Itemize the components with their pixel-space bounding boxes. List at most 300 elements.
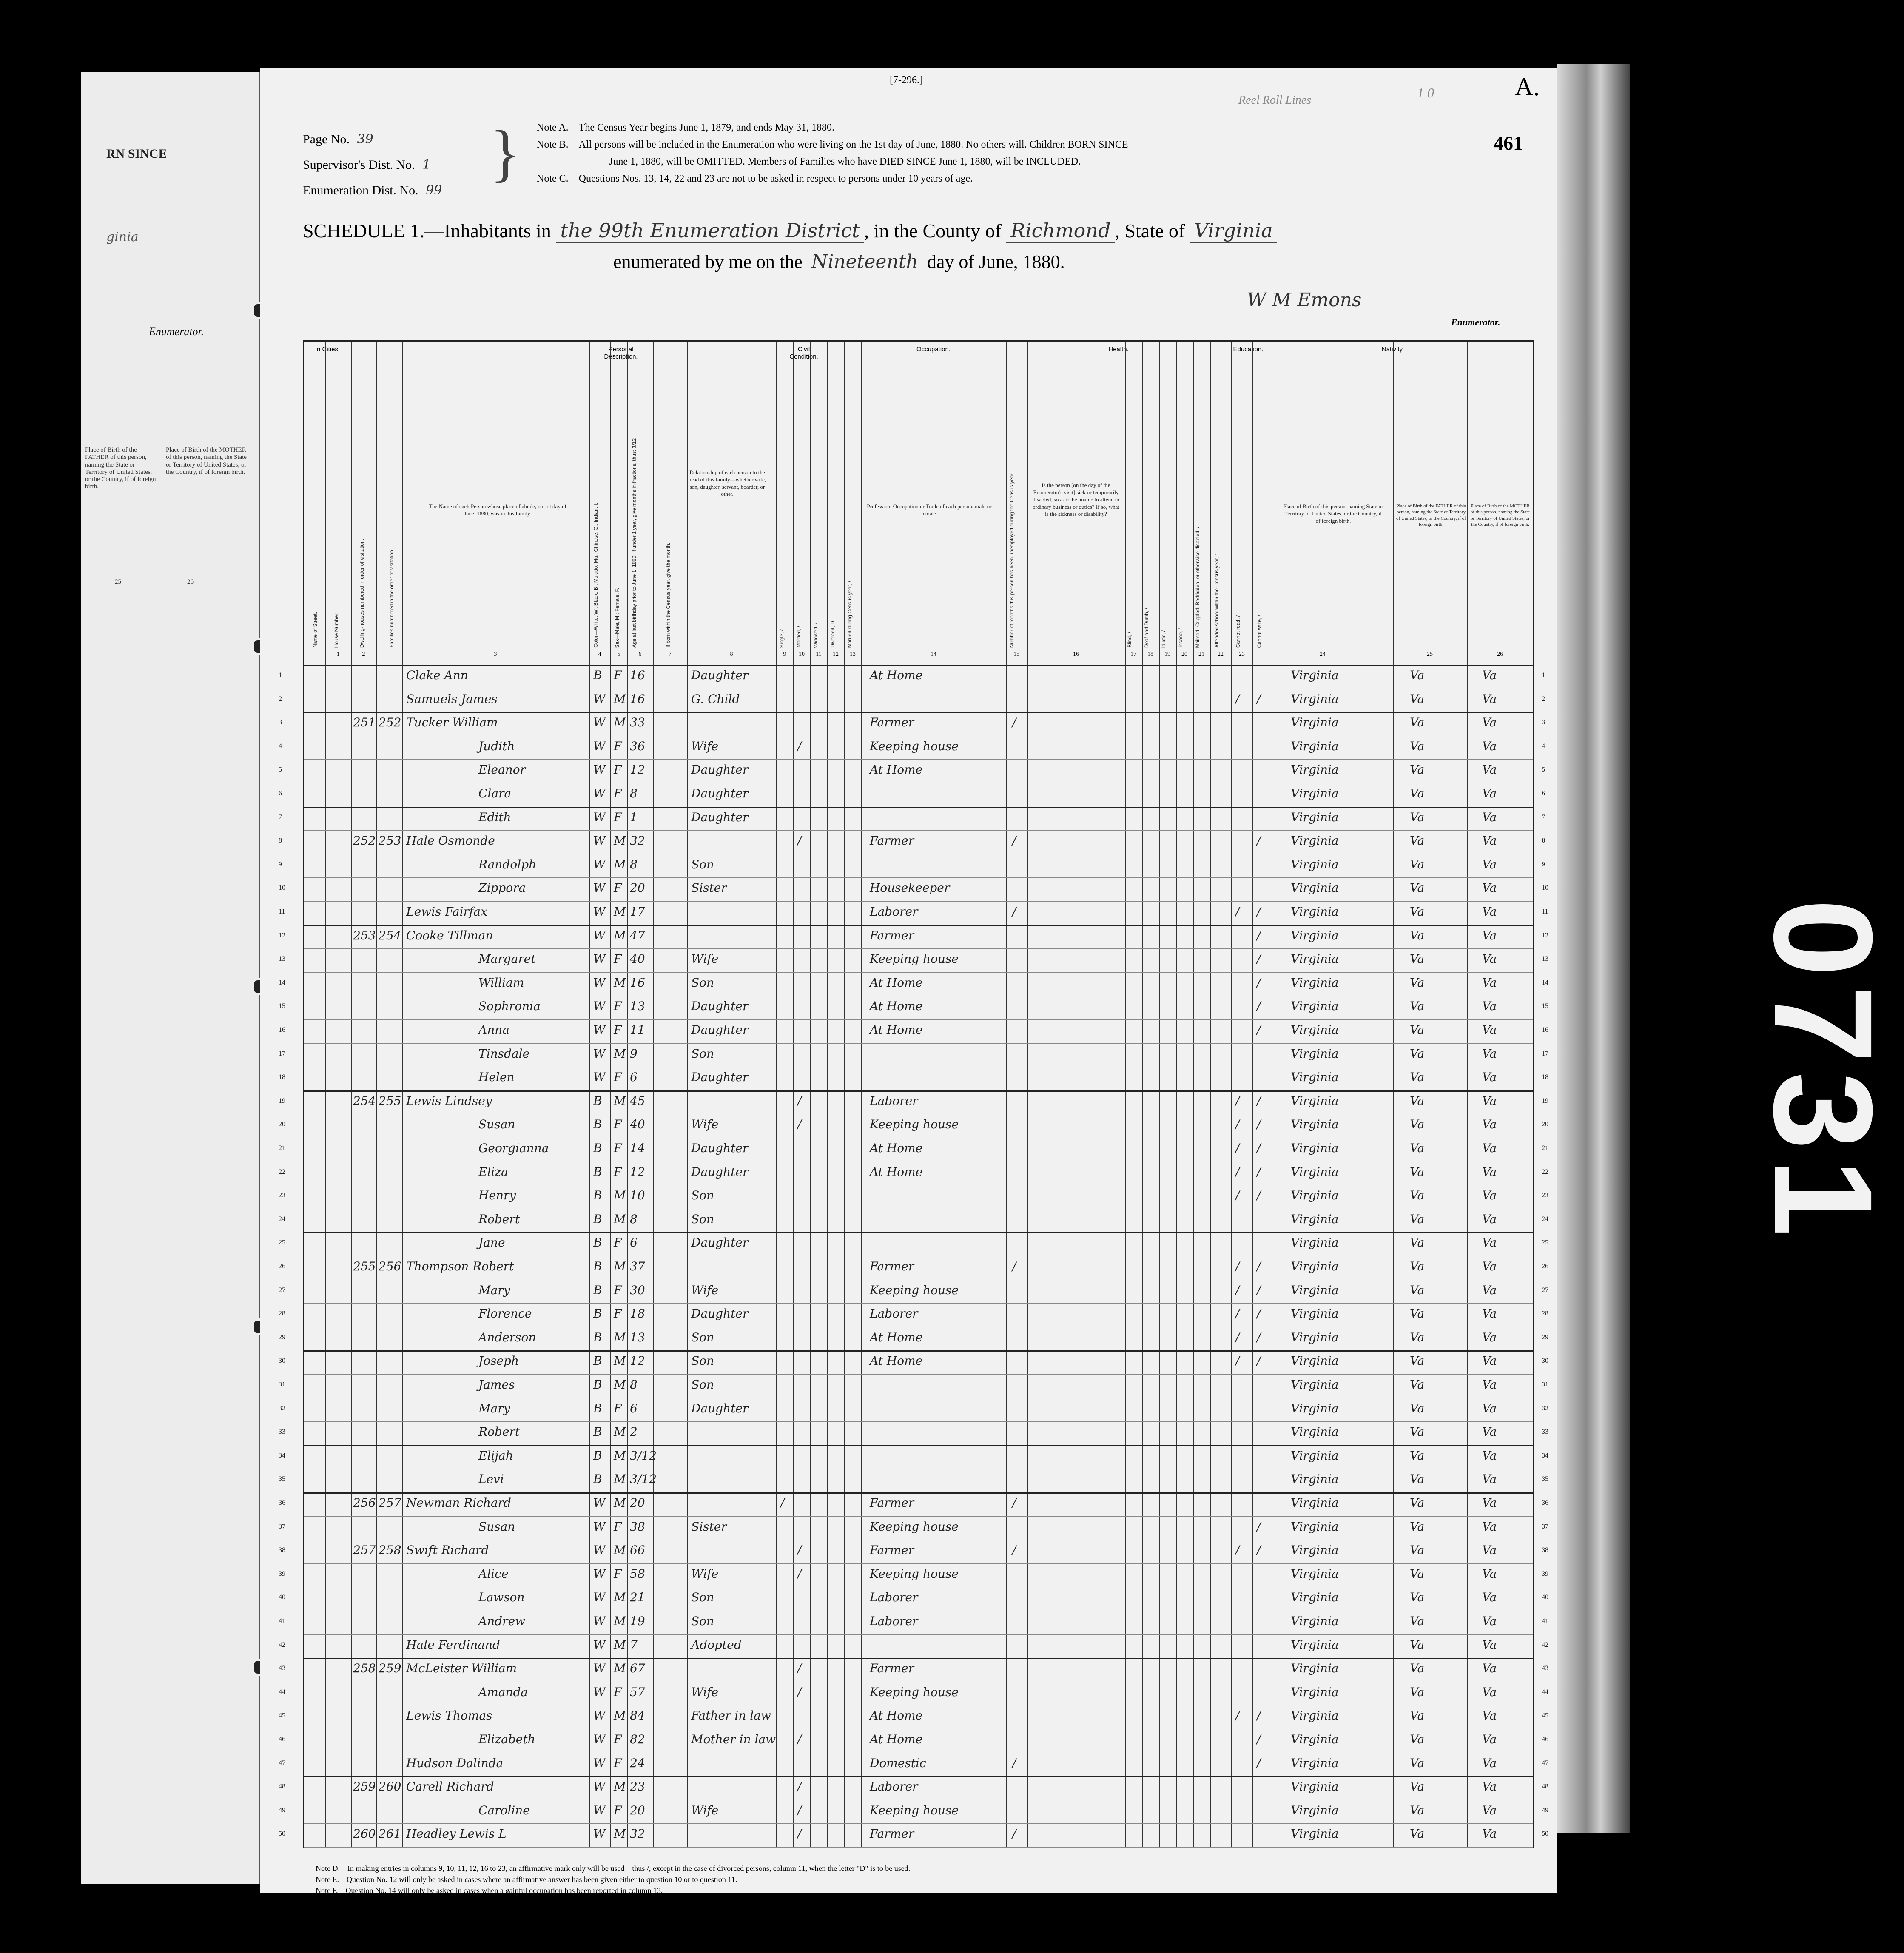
line-number: 43 [279, 1665, 285, 1672]
cannot-write-mark: / [1257, 1164, 1261, 1179]
months-unemployed: / [1012, 715, 1016, 730]
occupation: Laborer [870, 1307, 918, 1321]
relationship: Adopted [691, 1637, 742, 1652]
supervisor-field [303, 157, 430, 172]
table-row [279, 1067, 1548, 1092]
color: W [593, 1543, 606, 1557]
relationship: Wife [691, 1685, 719, 1699]
header-sick: Is the person [on the day of the Enumerator's visit] sick or temporarily disabled, so as to be unable to attend to ordinary business or duties? If so, what is the sickness or disability? [1033, 482, 1119, 517]
father-birthplace: Va [1410, 1708, 1425, 1723]
left-col-25-header: Place of Birth of the FATHER of this person, naming the State or Territory of United States, or the Country, if of foreign birth. [85, 447, 156, 490]
birthplace: Virginia [1291, 1519, 1339, 1534]
table-row [279, 1209, 1548, 1234]
line-number: 15 [279, 1002, 285, 1010]
table-row [279, 996, 1548, 1020]
mother-birthplace: Va [1482, 1283, 1497, 1297]
cannot-write-mark: / [1257, 952, 1261, 966]
relationship: Father in law [691, 1708, 771, 1723]
column-number: 1 [336, 651, 340, 658]
sex: F [614, 1141, 622, 1155]
person-name: Eliza [478, 1164, 508, 1179]
mother-birthplace: Va [1482, 786, 1497, 800]
birthplace: Virginia [1291, 952, 1339, 966]
cannot-write-mark: / [1257, 928, 1261, 942]
enumeration-date-line [613, 251, 1065, 273]
dwelling-number: 251 [353, 715, 376, 730]
birthplace: Virginia [1291, 1637, 1339, 1652]
occupation: At Home [870, 975, 923, 990]
age: 13 [630, 1330, 645, 1344]
line-number: 17 [279, 1050, 285, 1057]
mother-birthplace: Va [1482, 1827, 1497, 1841]
months-unemployed: / [1012, 834, 1016, 848]
cannot-write-mark: / [1257, 1283, 1261, 1297]
married-mark: / [797, 1779, 802, 1794]
line-number-right: 30 [1542, 1357, 1548, 1365]
line-number-right: 9 [1542, 860, 1545, 868]
line-number: 19 [279, 1097, 285, 1105]
birthplace: Virginia [1291, 1448, 1339, 1463]
age: 12 [630, 1164, 645, 1179]
father-birthplace: Va [1410, 1803, 1425, 1817]
father-birthplace: Va [1410, 834, 1425, 848]
color: W [593, 1637, 606, 1652]
table-row [279, 1114, 1548, 1138]
line-number-right: 22 [1542, 1168, 1548, 1176]
line-number: 37 [279, 1523, 285, 1530]
color: W [593, 1023, 606, 1037]
age: 19 [630, 1614, 645, 1628]
occupation: At Home [870, 1023, 923, 1037]
cannot-write-mark: / [1257, 1756, 1261, 1770]
line-number: 5 [279, 766, 282, 774]
sex: F [614, 1023, 622, 1037]
cannot-write-mark: / [1257, 1188, 1261, 1203]
line-number-right: 3 [1542, 719, 1545, 726]
relationship: Daughter [691, 1401, 749, 1415]
color: W [593, 715, 606, 730]
age: 45 [630, 1093, 645, 1108]
cannot-write-mark: / [1257, 1117, 1261, 1132]
birthplace: Virginia [1291, 1070, 1339, 1085]
married-mark: / [797, 1117, 802, 1132]
birthplace: Virginia [1291, 1708, 1339, 1723]
person-name: Zippora [478, 881, 526, 895]
birthplace: Virginia [1291, 1685, 1339, 1699]
person-name: Newman Richard [406, 1496, 511, 1510]
age: 8 [630, 1378, 638, 1392]
bottom-notes [316, 1863, 1506, 1907]
line-number-right: 38 [1542, 1546, 1548, 1554]
father-birthplace: Va [1410, 1543, 1425, 1557]
column-number: 22 [1218, 651, 1224, 658]
father-birthplace: Va [1410, 1637, 1425, 1652]
relationship: Wife [691, 1283, 719, 1297]
supervisor-label: Supervisor's Dist. No. [303, 158, 415, 172]
occupation: At Home [870, 1164, 923, 1179]
birthplace: Virginia [1291, 1496, 1339, 1510]
age: 3/12 [630, 1472, 657, 1486]
mother-birthplace: Va [1482, 1543, 1497, 1557]
color: W [593, 928, 606, 942]
mother-birthplace: Va [1482, 1756, 1497, 1770]
cannot-read-mark: / [1235, 1283, 1240, 1297]
table-row [279, 1090, 1548, 1115]
line-number-right: 32 [1542, 1404, 1548, 1412]
header-families: Families numbered in the order of visitation. [389, 549, 395, 648]
age: 10 [630, 1188, 645, 1203]
left-page-state: ginia [106, 230, 139, 245]
occupation: Keeping house [870, 1519, 959, 1534]
header-divorced: Divorced, D. [830, 619, 836, 648]
father-birthplace: Va [1410, 810, 1425, 824]
relationship: Daughter [691, 1164, 749, 1179]
cannot-write-mark: / [1257, 1519, 1261, 1534]
column-number: 6 [638, 651, 642, 658]
occupation: At Home [870, 1732, 923, 1746]
mother-birthplace: Va [1482, 1661, 1497, 1676]
person-name: Sophronia [478, 999, 541, 1014]
line-number-right: 16 [1542, 1026, 1548, 1033]
birthplace: Virginia [1291, 1354, 1339, 1368]
relationship: Daughter [691, 1070, 749, 1085]
mother-birthplace: Va [1482, 1046, 1497, 1061]
sex: M [614, 1425, 626, 1439]
line-number-right: 11 [1542, 908, 1548, 915]
months-unemployed: / [1012, 1756, 1016, 1770]
occupation: Keeping house [870, 952, 959, 966]
relationship: Son [691, 975, 714, 990]
family-number: 257 [379, 1496, 401, 1510]
dwelling-number: 253 [353, 928, 376, 942]
line-number-right: 26 [1542, 1263, 1548, 1270]
mother-birthplace: Va [1482, 1708, 1497, 1723]
birthplace: Virginia [1291, 881, 1339, 895]
header-attended-school: Attended school within the Census year, / [1214, 554, 1220, 648]
dwelling-number: 255 [353, 1259, 376, 1273]
relationship: Daughter [691, 668, 749, 682]
table-row [279, 1634, 1548, 1660]
line-number: 18 [279, 1073, 285, 1081]
birthplace: Virginia [1291, 1543, 1339, 1557]
cannot-write-mark: / [1257, 975, 1261, 990]
line-number-right: 42 [1542, 1641, 1548, 1648]
person-name: Randolph [478, 857, 537, 871]
person-name: Hale Ferdinand [406, 1637, 500, 1652]
months-unemployed: / [1012, 1496, 1016, 1510]
age: 30 [630, 1283, 645, 1297]
person-name: Georgianna [478, 1141, 549, 1155]
cannot-read-mark: / [1235, 1117, 1240, 1132]
line-number-right: 45 [1542, 1712, 1548, 1720]
form-code: [7-296.] [890, 74, 923, 85]
single-mark: / [780, 1496, 785, 1510]
age: 24 [630, 1756, 645, 1770]
person-name: Andrew [478, 1614, 526, 1628]
mother-birthplace: Va [1482, 1093, 1497, 1108]
age: 32 [630, 1827, 645, 1841]
birthplace: Virginia [1291, 1236, 1339, 1250]
line-number-right: 13 [1542, 955, 1548, 963]
mother-birthplace: Va [1482, 1236, 1497, 1250]
header-married-year: Married during Census year, / [847, 581, 853, 648]
father-birthplace: Va [1410, 1188, 1425, 1203]
line-number-right: 36 [1542, 1499, 1548, 1506]
table-row [279, 1398, 1548, 1422]
line-number: 3 [279, 719, 282, 726]
occupation: At Home [870, 763, 923, 777]
mother-birthplace: Va [1482, 834, 1497, 848]
father-birthplace: Va [1410, 692, 1425, 706]
age: 58 [630, 1566, 645, 1581]
birthplace: Virginia [1291, 1093, 1339, 1108]
age: 47 [630, 928, 645, 942]
color: W [593, 905, 606, 919]
line-number: 24 [279, 1215, 285, 1223]
birthplace: Virginia [1291, 1330, 1339, 1344]
line-number: 20 [279, 1121, 285, 1128]
table-row [279, 1043, 1548, 1068]
birthplace: Virginia [1291, 1614, 1339, 1628]
header-maimed: Maimed, Crippled, Bedridden, or otherwise disabled, / [1195, 526, 1201, 648]
person-name: Susan [478, 1519, 515, 1534]
mother-birthplace: Va [1482, 1141, 1497, 1155]
mother-birthplace: Va [1482, 1637, 1497, 1652]
schedule-district: the 99th Enumeration District [556, 219, 864, 243]
header-cannot-write: Cannot write, / [1256, 615, 1262, 648]
header-deaf: Deaf and Dumb, / [1144, 607, 1150, 648]
color: B [593, 1117, 602, 1132]
column-number: 20 [1181, 651, 1187, 658]
group-nativity: Nativity. [1381, 346, 1404, 353]
sex: M [614, 1448, 626, 1463]
age: 11 [630, 1023, 645, 1037]
cannot-read-mark: / [1235, 1259, 1240, 1273]
age: 37 [630, 1259, 645, 1273]
color: W [593, 1566, 606, 1581]
sex: F [614, 1685, 622, 1699]
table-header [304, 342, 1533, 666]
sex: F [614, 1117, 622, 1132]
occupation: Domestic [870, 1756, 926, 1770]
line-number-right: 49 [1542, 1806, 1548, 1814]
line-number: 13 [279, 955, 285, 963]
group-in-cities: In Cities. [315, 346, 340, 353]
mother-birthplace: Va [1482, 1496, 1497, 1510]
column-number: 24 [1320, 651, 1326, 658]
age: 66 [630, 1543, 645, 1557]
birthplace: Virginia [1291, 715, 1339, 730]
table-row [279, 712, 1545, 736]
table-row [279, 1587, 1548, 1611]
table-row [279, 1776, 1548, 1800]
person-name: Tucker William [406, 715, 498, 730]
person-name: Elizabeth [478, 1732, 535, 1746]
father-birthplace: Va [1410, 1093, 1425, 1108]
father-birthplace: Va [1410, 881, 1425, 895]
birthplace: Virginia [1291, 1164, 1339, 1179]
note-b-continued: June 1, 1880, will be OMITTED. Members of Families who have DIED SINCE June 1, 1880, will be INCLUDED. [609, 156, 1081, 167]
person-name: Susan [478, 1117, 515, 1132]
sex: F [614, 1283, 622, 1297]
line-number-right: 12 [1542, 931, 1548, 939]
occupation: Keeping house [870, 1685, 959, 1699]
age: 36 [630, 739, 645, 753]
age: 6 [630, 1070, 638, 1085]
months-unemployed: / [1012, 1543, 1016, 1557]
schedule-county-prefix: , in the County of [864, 220, 1002, 242]
table-row [279, 1729, 1548, 1753]
occupation: Farmer [870, 928, 914, 942]
birthplace: Virginia [1291, 1827, 1339, 1841]
note-g: Note G.—In column 7 an abbreviation in the name of the month may be used, as Jan., Apr., Dec. [316, 1897, 612, 1906]
column-number: 2 [362, 651, 365, 658]
column-number: 9 [783, 651, 786, 658]
sex: M [614, 1708, 626, 1723]
father-birthplace: Va [1410, 1354, 1425, 1368]
color: B [593, 1141, 602, 1155]
table-row [279, 1658, 1548, 1682]
mother-birthplace: Va [1482, 1566, 1497, 1581]
mother-birthplace: Va [1482, 739, 1497, 753]
color: W [593, 1685, 606, 1699]
family-number: 255 [379, 1093, 401, 1108]
father-birthplace: Va [1410, 952, 1425, 966]
birthplace: Virginia [1291, 905, 1339, 919]
line-number: 48 [279, 1783, 285, 1791]
enumerated-prefix: enumerated by me on the [613, 251, 803, 272]
occupation: Laborer [870, 1779, 918, 1794]
line-number: 30 [279, 1357, 285, 1365]
occupation: Keeping house [870, 1283, 959, 1297]
cannot-write-mark: / [1257, 999, 1261, 1014]
mother-birthplace: Va [1482, 1448, 1497, 1463]
line-number-right: 7 [1542, 813, 1545, 821]
table-row [279, 854, 1545, 878]
cannot-read-mark: / [1235, 1708, 1240, 1723]
family-number: 261 [379, 1827, 401, 1841]
married-mark: / [797, 1566, 802, 1581]
line-number-right: 23 [1542, 1192, 1548, 1199]
age: 32 [630, 834, 645, 848]
line-number-right: 48 [1542, 1783, 1548, 1791]
occupation: At Home [870, 1141, 923, 1155]
birthplace: Virginia [1291, 668, 1339, 682]
enumerated-day: Nineteenth [807, 251, 922, 273]
sex: F [614, 1803, 622, 1817]
page-no-label: Page No. [303, 132, 350, 146]
father-birthplace: Va [1410, 1472, 1425, 1486]
birthplace: Virginia [1291, 1141, 1339, 1155]
cannot-read-mark: / [1235, 1093, 1240, 1108]
mother-birthplace: Va [1482, 952, 1497, 966]
relationship: Wife [691, 1566, 719, 1581]
occupation: Farmer [870, 1259, 914, 1273]
corner-letter: A. [1515, 73, 1540, 101]
age: 16 [630, 692, 645, 706]
line-number-right: 25 [1542, 1239, 1548, 1247]
color: W [593, 952, 606, 966]
header-dwelling: Dwelling-houses numbered in order of visitation. [359, 538, 365, 648]
father-birthplace: Va [1410, 739, 1425, 753]
mother-birthplace: Va [1482, 1354, 1497, 1368]
mother-birthplace: Va [1482, 1259, 1497, 1273]
color: B [593, 1401, 602, 1415]
enumerated-suffix: day of June, 1880. [927, 251, 1065, 272]
age: 82 [630, 1732, 645, 1746]
header-insane: Insane, / [1178, 628, 1184, 648]
person-name: Carell Richard [406, 1779, 494, 1794]
married-mark: / [797, 834, 802, 848]
archive-stamp-number: 1 0 [1417, 85, 1434, 100]
birthplace: Virginia [1291, 1590, 1339, 1605]
relationship: Wife [691, 739, 719, 753]
line-number: 1 [279, 672, 282, 679]
relationship: Daughter [691, 1236, 749, 1250]
table-row [279, 1516, 1548, 1540]
age: 38 [630, 1519, 645, 1534]
left-page-header-fragment: RN SINCE [106, 147, 167, 161]
cannot-write-mark: / [1257, 1307, 1261, 1321]
brace: } [490, 118, 521, 188]
header-house-number: House Number. [333, 612, 339, 648]
age: 40 [630, 1117, 645, 1132]
sex: M [614, 1614, 626, 1628]
line-number: 12 [279, 931, 285, 939]
age: 23 [630, 1779, 645, 1794]
sex: M [614, 1496, 626, 1510]
sex: F [614, 1756, 622, 1770]
age: 6 [630, 1401, 638, 1415]
dwelling-number: 260 [353, 1827, 376, 1841]
relationship: Son [691, 1046, 714, 1061]
sex: F [614, 739, 622, 753]
occupation: At Home [870, 1354, 923, 1368]
mother-birthplace: Va [1482, 1590, 1497, 1605]
age: 8 [630, 1212, 638, 1226]
birthplace: Virginia [1291, 763, 1339, 777]
relationship: Son [691, 1188, 714, 1203]
dwelling-number: 258 [353, 1661, 376, 1676]
color: B [593, 1188, 602, 1203]
relationship: G. Child [691, 692, 740, 706]
line-number-right: 17 [1542, 1050, 1548, 1057]
line-number-right: 27 [1542, 1286, 1548, 1294]
occupation: Laborer [870, 1614, 918, 1628]
line-number: 11 [279, 908, 285, 915]
married-mark: / [797, 1732, 802, 1746]
father-birthplace: Va [1410, 1283, 1425, 1297]
column-number: 21 [1198, 651, 1204, 658]
age: 6 [630, 1236, 638, 1250]
person-name: Thompson Robert [406, 1259, 514, 1273]
table-row [279, 1445, 1548, 1469]
note-c: Note C.—Questions Nos. 13, 14, 22 and 23 are not to be asked in respect to persons under 10 years of age. [537, 173, 973, 184]
header-color: Color—White, W.; Black, B.; Mulatto, Mu.; Chinese, C.; Indian, I. [593, 503, 599, 648]
sex: M [614, 1779, 626, 1794]
line-number-right: 6 [1542, 790, 1545, 797]
line-number-right: 19 [1542, 1097, 1548, 1105]
cannot-write-mark: / [1257, 1354, 1261, 1368]
occupation: At Home [870, 999, 923, 1014]
mother-birthplace: Va [1482, 1378, 1497, 1392]
mother-birthplace: Va [1482, 1614, 1497, 1628]
table-row [279, 1374, 1548, 1398]
line-number: 25 [279, 1239, 285, 1247]
sex: M [614, 834, 626, 848]
cannot-write-mark: / [1257, 1708, 1261, 1723]
group-health: Health. [1108, 346, 1129, 353]
